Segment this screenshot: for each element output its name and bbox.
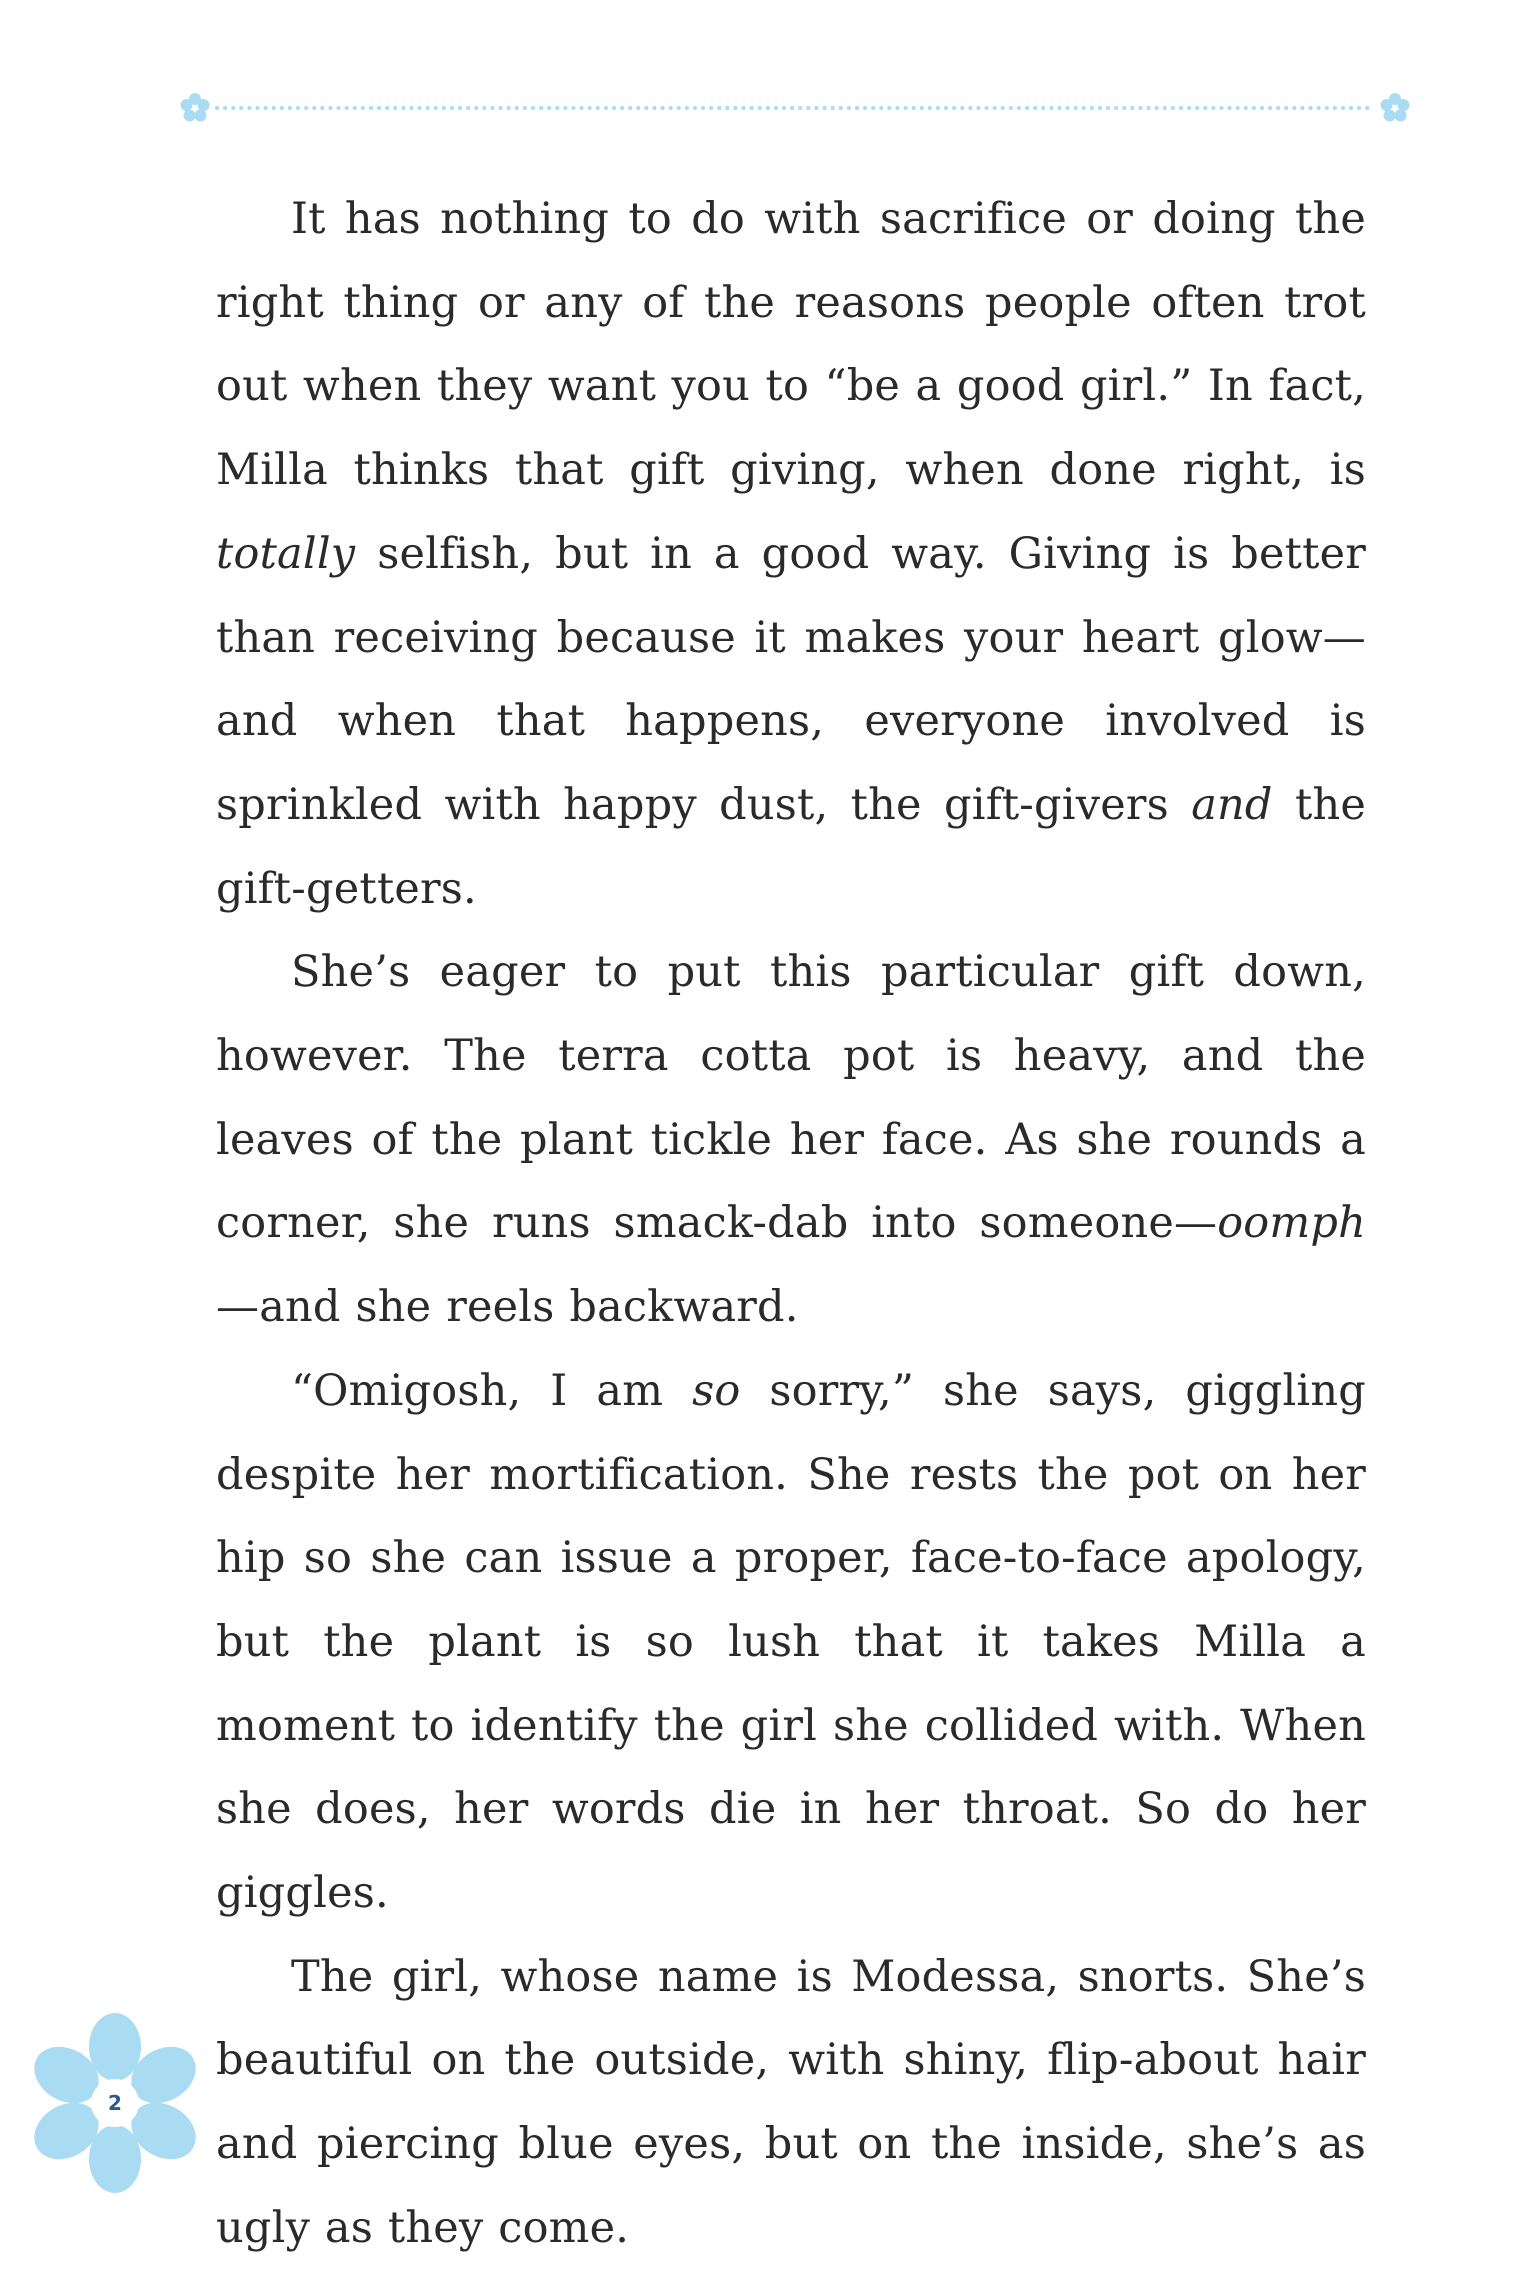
text-run: It has nothing to do with sacrifice or doing the right thing or any of the reasons people often trot out when they want you to “be a good girl.” In fact, Milla thinks that gift giving, when done right, is <box>216 194 1366 496</box>
right-flower-icon <box>1381 93 1410 122</box>
italic-text: and <box>1191 779 1273 830</box>
italic-text: totally <box>216 528 356 579</box>
body-text <box>216 178 1366 2271</box>
paragraph-1 <box>216 178 1366 931</box>
text-run: The girl, whose name is Modessa, snorts. She’s beautiful on the outside, with shiny, flip-about hair and piercing blue eyes, but on the inside, she’s as ugly as they come. <box>216 1951 1366 2253</box>
text-run: —and she reels backward. <box>216 1282 799 1333</box>
paragraph-2 <box>216 931 1366 1350</box>
text-run: She’s eager to put this particular gift down, however. The terra cotta pot is heavy, and the leaves of the plant tickle her face. As she rounds a corner, she runs smack-dab into someone— <box>216 947 1366 1249</box>
left-flower-icon <box>181 93 210 122</box>
text-run: “Omigosh, I am <box>291 1365 693 1416</box>
paragraph-4 <box>216 1936 1366 2271</box>
top-ornament-rule <box>175 88 1415 128</box>
italic-text: so <box>692 1365 741 1416</box>
text-run: the gift-getters. <box>216 779 1366 914</box>
page-number: 2 <box>108 2091 122 2115</box>
text-run: selfish, but in a good way. Giving is better than receiving because it makes your heart glow—and when that happens, everyone involved is sprinkled with happy dust, the gift-givers <box>216 528 1366 830</box>
text-run: sorry,” she says, giggling despite her mortification. She rests the pot on her hip so she can issue a proper, face-to-face apology, but the plant is so lush that it takes Milla a moment to identify the girl she collided with. When she does, her words die in her throat. So do her giggles. <box>216 1365 1366 1919</box>
italic-text: oomph <box>1217 1198 1366 1249</box>
paragraph-3 <box>216 1350 1366 1936</box>
